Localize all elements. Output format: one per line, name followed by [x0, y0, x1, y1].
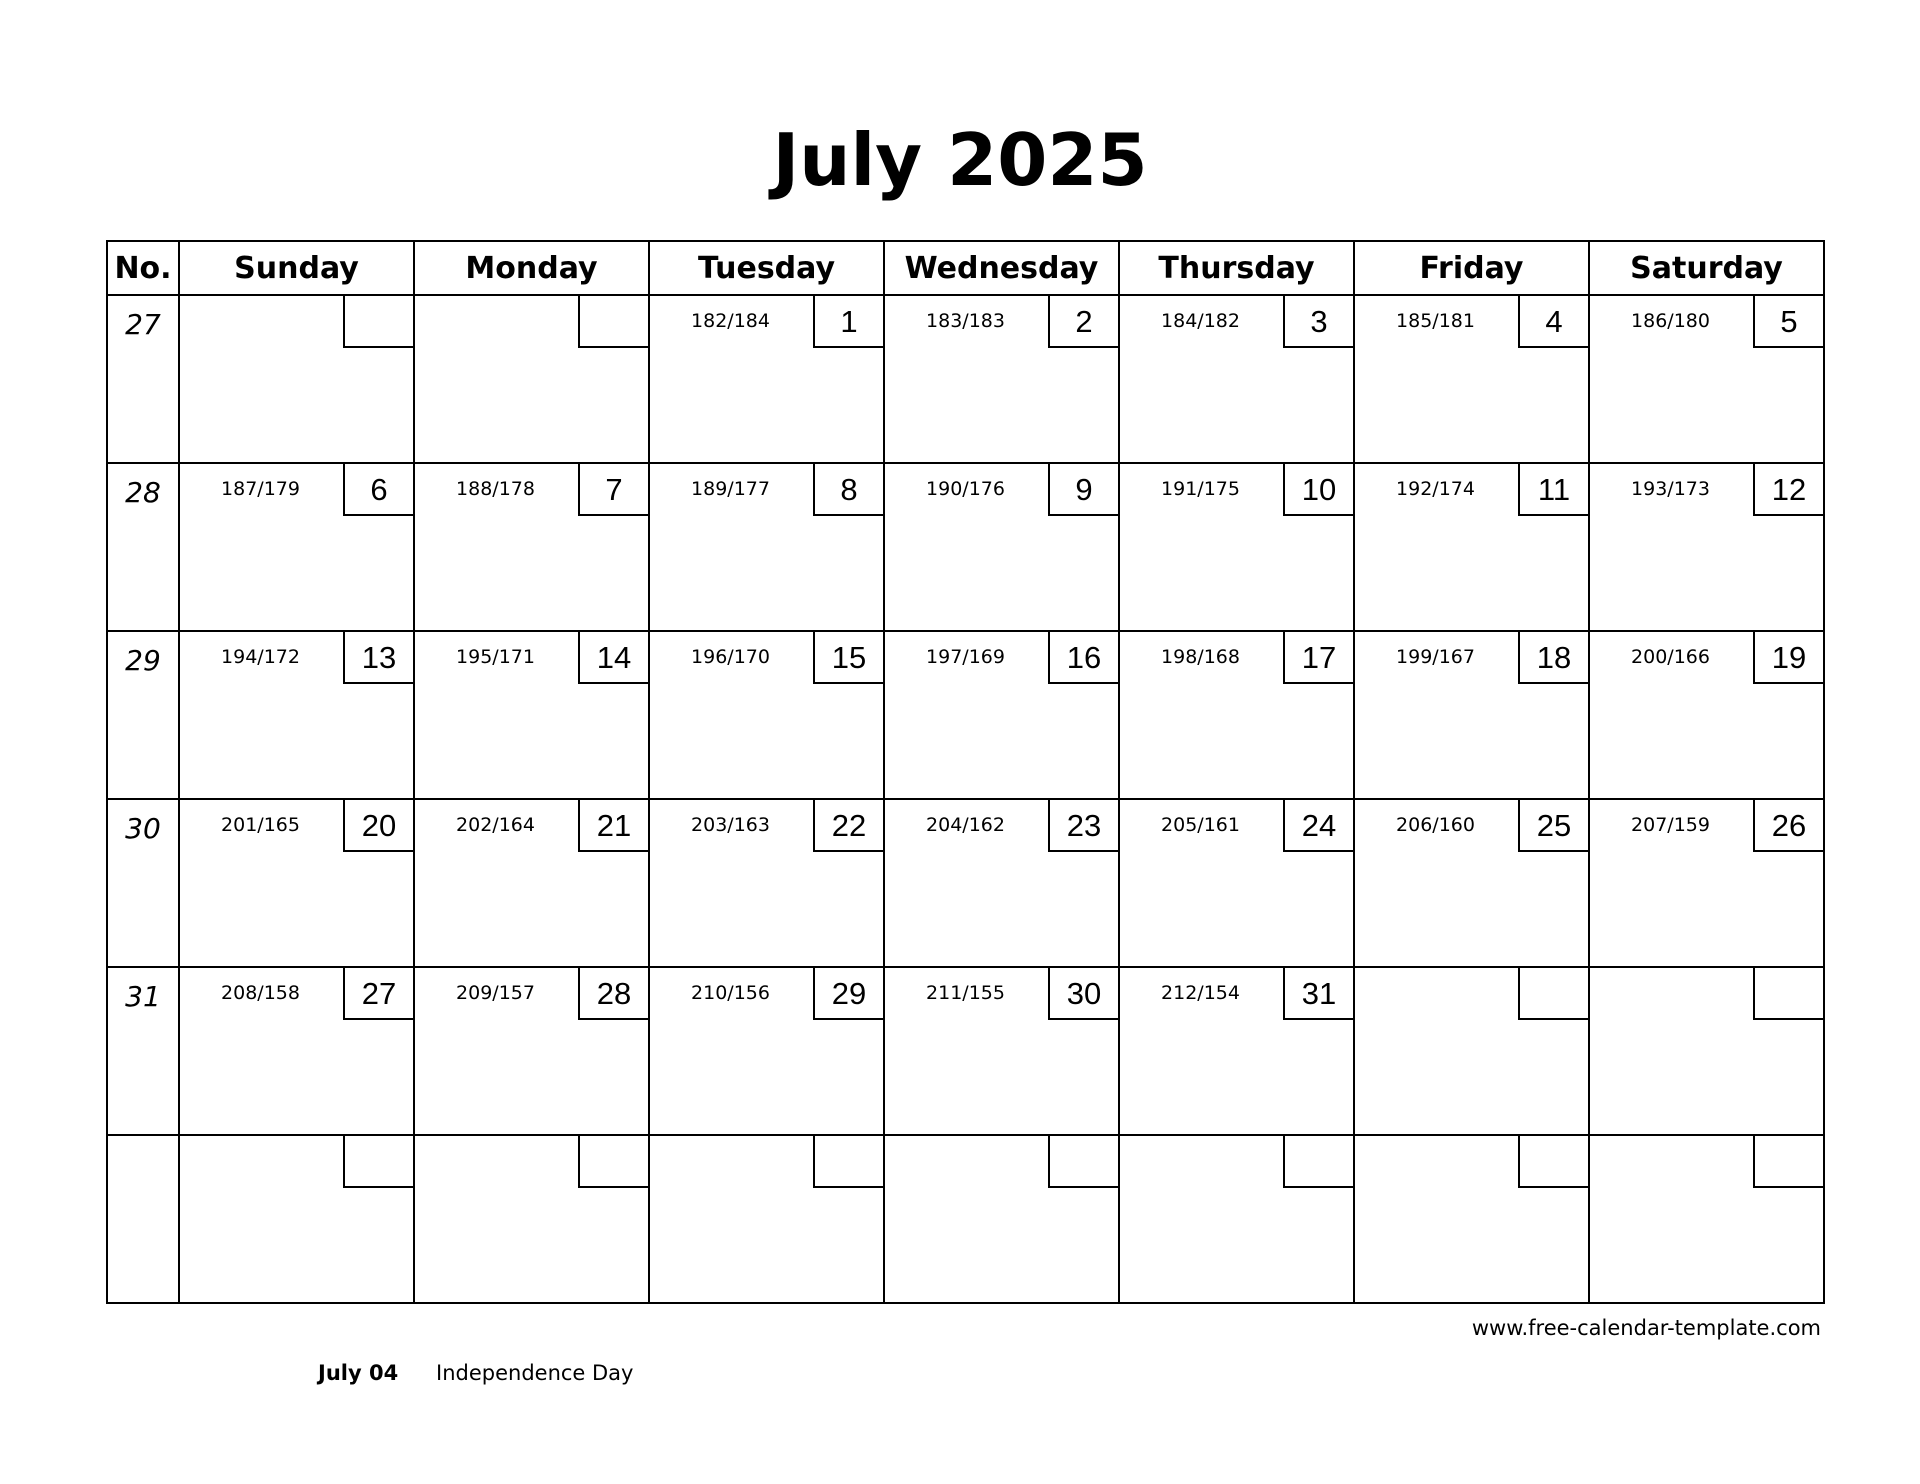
- holiday-name: Independence Day: [436, 1361, 634, 1385]
- day-number: 25: [1518, 800, 1588, 852]
- day-number: 8: [813, 464, 883, 516]
- day-number: 23: [1048, 800, 1118, 852]
- day-of-year-count: 189/177: [691, 478, 770, 500]
- day-number: 31: [1283, 968, 1353, 1020]
- day-cell: [1589, 967, 1824, 1135]
- day-number: 5: [1753, 296, 1823, 348]
- day-number: [813, 1136, 883, 1188]
- week-number-cell: [107, 295, 179, 463]
- day-number: [343, 296, 413, 348]
- day-number: 6: [343, 464, 413, 516]
- week-number-header: No.: [107, 241, 179, 295]
- week-number: 31: [125, 980, 161, 1013]
- weekday-header: Wednesday: [884, 241, 1119, 295]
- day-cell: [649, 1135, 884, 1303]
- week-row: [107, 967, 1824, 1135]
- day-cell: [884, 463, 1119, 631]
- week-row: [107, 631, 1824, 799]
- week-row: [107, 799, 1824, 967]
- day-number: 27: [343, 968, 413, 1020]
- day-of-year-count: 194/172: [221, 646, 300, 668]
- day-cell: [649, 799, 884, 967]
- day-of-year-count: 198/168: [1161, 646, 1240, 668]
- day-of-year-count: 203/163: [691, 814, 770, 836]
- day-of-year-count: 190/176: [926, 478, 1005, 500]
- day-cell: [1119, 631, 1354, 799]
- weekday-header: Saturday: [1589, 241, 1824, 295]
- day-number: [1753, 968, 1823, 1020]
- day-number: 18: [1518, 632, 1588, 684]
- day-of-year-count: 205/161: [1161, 814, 1240, 836]
- day-of-year-count: 186/180: [1631, 310, 1710, 332]
- day-cell: [1119, 295, 1354, 463]
- day-number: 30: [1048, 968, 1118, 1020]
- day-cell: [1354, 799, 1589, 967]
- weekday-header: Sunday: [179, 241, 414, 295]
- day-of-year-count: 182/184: [691, 310, 770, 332]
- day-cell: [649, 631, 884, 799]
- week-number-cell: [107, 1135, 179, 1303]
- day-number: 16: [1048, 632, 1118, 684]
- weekday-header: Monday: [414, 241, 649, 295]
- day-cell: [179, 463, 414, 631]
- weekday-header: Tuesday: [649, 241, 884, 295]
- day-of-year-count: 196/170: [691, 646, 770, 668]
- holiday-item: [318, 1361, 633, 1385]
- day-number: 19: [1753, 632, 1823, 684]
- day-cell: [1119, 463, 1354, 631]
- day-of-year-count: 209/157: [456, 982, 535, 1004]
- day-cell: [1354, 295, 1589, 463]
- day-of-year-count: 199/167: [1396, 646, 1475, 668]
- holiday-list: [318, 1361, 633, 1385]
- day-number: 15: [813, 632, 883, 684]
- week-number: 28: [125, 476, 161, 509]
- day-cell: [414, 631, 649, 799]
- day-of-year-count: 191/175: [1161, 478, 1240, 500]
- day-number: 20: [343, 800, 413, 852]
- day-of-year-count: 211/155: [926, 982, 1005, 1004]
- day-number: 26: [1753, 800, 1823, 852]
- day-number: 29: [813, 968, 883, 1020]
- day-number: 9: [1048, 464, 1118, 516]
- day-number: 4: [1518, 296, 1588, 348]
- day-of-year-count: 210/156: [691, 982, 770, 1004]
- day-cell: [884, 967, 1119, 1135]
- day-of-year-count: 204/162: [926, 814, 1005, 836]
- week-row: [107, 295, 1824, 463]
- day-number: 2: [1048, 296, 1118, 348]
- day-cell: [414, 295, 649, 463]
- day-of-year-count: 207/159: [1631, 814, 1710, 836]
- day-cell: [1119, 967, 1354, 1135]
- day-cell: [414, 1135, 649, 1303]
- weekday-header: Thursday: [1119, 241, 1354, 295]
- day-cell: [179, 631, 414, 799]
- day-cell: [884, 295, 1119, 463]
- day-cell: [414, 967, 649, 1135]
- day-number: 24: [1283, 800, 1353, 852]
- day-number: [1518, 968, 1588, 1020]
- day-of-year-count: 202/164: [456, 814, 535, 836]
- day-of-year-count: 183/183: [926, 310, 1005, 332]
- week-number-cell: [107, 631, 179, 799]
- day-number: 3: [1283, 296, 1353, 348]
- day-cell: [884, 799, 1119, 967]
- week-number-cell: [107, 799, 179, 967]
- day-of-year-count: 208/158: [221, 982, 300, 1004]
- day-cell: [649, 967, 884, 1135]
- week-row: [107, 463, 1824, 631]
- week-row: [107, 1135, 1824, 1303]
- day-cell: [179, 295, 414, 463]
- day-cell: [1354, 1135, 1589, 1303]
- day-cell: [179, 1135, 414, 1303]
- day-cell: [414, 799, 649, 967]
- day-cell: [884, 631, 1119, 799]
- day-cell: [649, 463, 884, 631]
- day-number: [1518, 1136, 1588, 1188]
- day-number: 1: [813, 296, 883, 348]
- day-cell: [1119, 799, 1354, 967]
- holiday-date: July 04: [318, 1361, 399, 1385]
- week-number-cell: [107, 463, 179, 631]
- day-number: [578, 296, 648, 348]
- day-number: 21: [578, 800, 648, 852]
- day-of-year-count: 188/178: [456, 478, 535, 500]
- day-cell: [884, 1135, 1119, 1303]
- day-number: 11: [1518, 464, 1588, 516]
- day-cell: [1589, 799, 1824, 967]
- day-number: 10: [1283, 464, 1353, 516]
- day-cell: [1119, 1135, 1354, 1303]
- day-number: [1283, 1136, 1353, 1188]
- day-number: [343, 1136, 413, 1188]
- day-of-year-count: 185/181: [1396, 310, 1475, 332]
- week-number-cell: [107, 967, 179, 1135]
- day-of-year-count: 193/173: [1631, 478, 1710, 500]
- day-of-year-count: 184/182: [1161, 310, 1240, 332]
- day-number: 12: [1753, 464, 1823, 516]
- day-cell: [179, 799, 414, 967]
- day-of-year-count: 201/165: [221, 814, 300, 836]
- week-number: 29: [125, 644, 161, 677]
- calendar-header-row: [107, 241, 1824, 295]
- weekday-header: Friday: [1354, 241, 1589, 295]
- day-cell: [414, 463, 649, 631]
- day-cell: [1354, 463, 1589, 631]
- day-number: [578, 1136, 648, 1188]
- week-number: 27: [125, 308, 161, 341]
- day-number: 13: [343, 632, 413, 684]
- page-title: July 2025: [772, 118, 1148, 202]
- day-of-year-count: 206/160: [1396, 814, 1475, 836]
- day-cell: [649, 295, 884, 463]
- day-number: [1048, 1136, 1118, 1188]
- day-of-year-count: 200/166: [1631, 646, 1710, 668]
- day-number: 28: [578, 968, 648, 1020]
- footer-website: www.free-calendar-template.com: [1471, 1316, 1821, 1340]
- day-number: 7: [578, 464, 648, 516]
- day-cell: [1354, 967, 1589, 1135]
- calendar-grid: [106, 240, 1825, 1304]
- day-cell: [179, 967, 414, 1135]
- day-cell: [1589, 1135, 1824, 1303]
- day-cell: [1589, 463, 1824, 631]
- day-number: 17: [1283, 632, 1353, 684]
- day-cell: [1589, 295, 1824, 463]
- day-cell: [1589, 631, 1824, 799]
- day-number: 22: [813, 800, 883, 852]
- week-number: [108, 1136, 178, 1148]
- day-number: 14: [578, 632, 648, 684]
- day-cell: [1354, 631, 1589, 799]
- day-of-year-count: 197/169: [926, 646, 1005, 668]
- week-number: 30: [125, 812, 161, 845]
- day-of-year-count: 187/179: [221, 478, 300, 500]
- day-of-year-count: 212/154: [1161, 982, 1240, 1004]
- day-of-year-count: 195/171: [456, 646, 535, 668]
- day-of-year-count: 192/174: [1396, 478, 1475, 500]
- day-number: [1753, 1136, 1823, 1188]
